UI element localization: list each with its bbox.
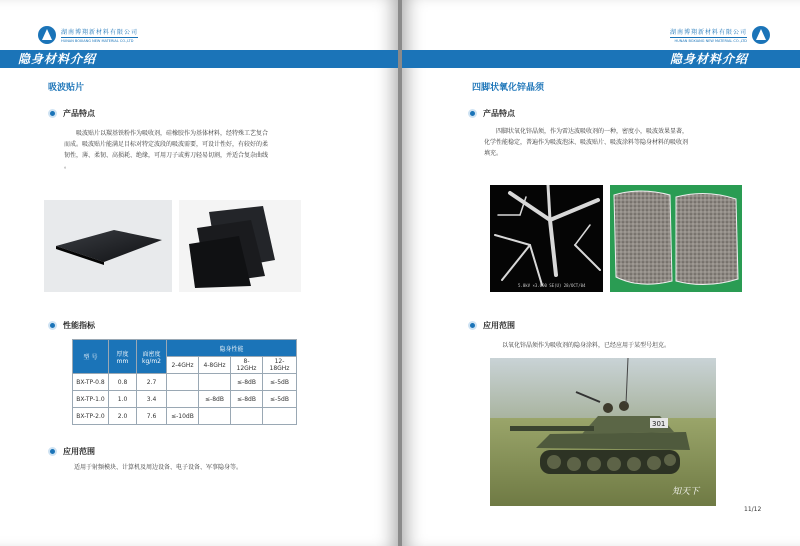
company-logo xyxy=(38,26,138,44)
bullet-icon xyxy=(48,321,57,330)
table-row: BX-TP-1.0 1.0 3.4 ≤-8dB ≤-8dB ≤-5dB xyxy=(73,391,297,408)
logo-icon xyxy=(38,26,56,44)
application-text: 适用于射频模块、计算机及周边设备、电子设备、军事隐身等。 xyxy=(74,464,243,471)
left-page xyxy=(0,0,398,546)
application-heading: 应用范围 xyxy=(48,446,95,457)
bullet-icon xyxy=(48,109,57,118)
company-name-cn: 湖南博翔新材料有限公司 xyxy=(61,29,139,36)
table-header: 面密度 kg/m2 xyxy=(137,340,167,374)
performance-heading: 性能指标 xyxy=(48,320,95,331)
sem-photo xyxy=(490,185,603,292)
tank-photo xyxy=(490,358,716,506)
band-title: 隐身材料介绍 xyxy=(670,52,749,66)
features-text: 吸波贴片以羰基铁粉作为吸收剂，硅橡胶作为基体材料，经特殊工艺复合 而成。吸波贴片能满足目标对特定波段的吸波需要，可设计性好，有较好的柔 韧性，薄、柔韧、高损耗、绝缘，可用刀子或剪刀轻易切割，并适合复杂曲线 。 xyxy=(64,130,269,170)
band-header: 8-12GHz xyxy=(231,357,263,374)
bullet-icon xyxy=(468,321,477,330)
table-header: 厚度 mm xyxy=(109,340,137,374)
watermark: 知天下 xyxy=(672,487,700,497)
section-title: 吸波贴片 xyxy=(48,83,85,93)
tank-number: 301 xyxy=(652,420,666,428)
logo-icon xyxy=(752,26,770,44)
company-name-cn: 湖南博翔新材料有限公司 xyxy=(670,29,748,36)
right-page xyxy=(402,0,800,546)
patch-photo-2 xyxy=(179,200,301,292)
company-logo xyxy=(670,26,770,44)
company-name-en: HUNAN BOXIANG NEW MATERIAL CO.,LTD xyxy=(674,39,748,43)
features-text: 四脚状氧化锌晶须，作为雷达波吸收剂的一种，密度小，吸波效果显著， 化学性能稳定，普遍作为吸波泡沫、吸波贴片、吸波涂料等隐身材料的吸收剂 填充。 xyxy=(484,128,689,157)
table-row: BX-TP-0.8 0.8 2.7 ≤-8dB ≤-5dB xyxy=(73,374,297,391)
features-heading: 产品特点 xyxy=(48,108,95,119)
company-name-en: HUNAN BOXIANG NEW MATERIAL CO.,LTD xyxy=(61,39,134,43)
sem-caption: 5.0kV ×3.000 SE(U) 28/OCT/04 xyxy=(518,283,586,288)
bullet-icon xyxy=(468,109,477,118)
page-number: 11/12 xyxy=(744,506,762,513)
band-header: 4-8GHz xyxy=(199,357,231,374)
table-header: 型 号 xyxy=(73,340,109,374)
application-text: 以氧化锌晶须作为吸收剂的隐身涂料，已经应用于某型号坦克。 xyxy=(502,342,671,349)
band-header: 12-18GHz xyxy=(263,357,297,374)
application-heading: 应用范围 xyxy=(468,320,515,331)
bullet-icon xyxy=(48,447,57,456)
table-header: 隐身性能 xyxy=(167,340,297,357)
patch-photo-1 xyxy=(44,200,172,292)
table-row: BX-TP-2.0 2.0 7.6 ≤-10dB xyxy=(73,408,297,425)
band-header: 2-4GHz xyxy=(167,357,199,374)
features-heading: 产品特点 xyxy=(468,108,515,119)
band-title: 隐身材料介绍 xyxy=(18,52,97,66)
section-title: 四脚状氧化锌晶须 xyxy=(472,83,545,93)
whisker-bags-photo xyxy=(610,185,742,292)
performance-table xyxy=(72,339,297,425)
